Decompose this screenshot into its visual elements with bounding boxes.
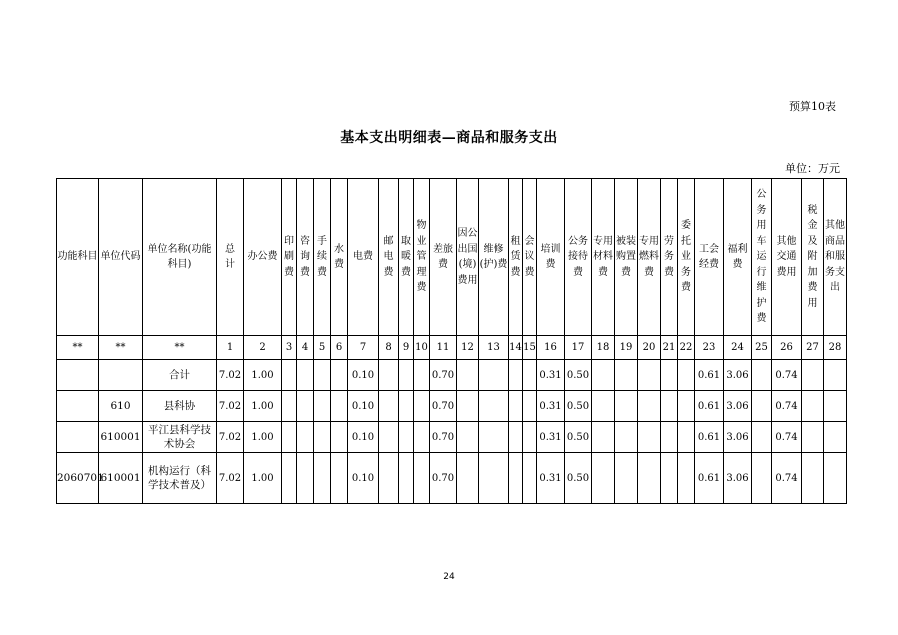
- amount-cell: [661, 391, 678, 422]
- amount-cell: 0.70: [430, 422, 457, 453]
- header-row: [57, 179, 847, 336]
- amount-cell: [752, 422, 772, 453]
- amount-cell: [824, 391, 847, 422]
- column-index-row: [57, 336, 847, 360]
- index-cell: **: [57, 336, 99, 360]
- index-cell: 14: [509, 336, 523, 360]
- header-cell: [802, 179, 824, 336]
- amount-cell: [479, 453, 509, 504]
- amount-cell: [282, 422, 297, 453]
- amount-cell: [399, 453, 414, 504]
- amount-cell: [592, 453, 615, 504]
- table-row: [57, 391, 847, 422]
- header-cell: 福利费: [724, 179, 752, 336]
- amount-cell: 0.61: [695, 391, 724, 422]
- amount-cell: [678, 360, 695, 391]
- amount-cell: [523, 360, 537, 391]
- amount-cell: 0.50: [565, 453, 592, 504]
- amount-cell: [615, 360, 638, 391]
- amount-cell: [282, 360, 297, 391]
- expense-table: [56, 178, 847, 504]
- amount-cell: [331, 391, 348, 422]
- index-cell: 8: [379, 336, 399, 360]
- amount-cell: 7.02: [217, 391, 244, 422]
- amount-cell: 7.02: [217, 422, 244, 453]
- amount-cell: 3.06: [724, 360, 752, 391]
- amount-cell: [678, 391, 695, 422]
- index-cell: 1: [217, 336, 244, 360]
- unit-code-cell: 610: [99, 391, 143, 422]
- amount-cell: 0.31: [537, 422, 565, 453]
- function-code-cell: [57, 391, 99, 422]
- amount-cell: [509, 453, 523, 504]
- index-cell: 7: [348, 336, 379, 360]
- header-cell: 单位代码: [99, 179, 143, 336]
- amount-cell: [661, 422, 678, 453]
- header-cell: 功能科目: [57, 179, 99, 336]
- amount-cell: 0.31: [537, 391, 565, 422]
- table-row: [57, 360, 847, 391]
- amount-cell: [414, 360, 430, 391]
- amount-cell: [297, 422, 314, 453]
- amount-cell: [297, 360, 314, 391]
- header-cell: [661, 179, 678, 336]
- index-cell: 23: [695, 336, 724, 360]
- amount-cell: 0.70: [430, 391, 457, 422]
- amount-cell: [802, 391, 824, 422]
- amount-cell: [282, 391, 297, 422]
- amount-cell: 0.10: [348, 453, 379, 504]
- index-cell: 9: [399, 336, 414, 360]
- function-code-cell: [57, 422, 99, 453]
- header-label: 总计: [225, 243, 235, 270]
- unit-code-cell: 610001: [99, 453, 143, 504]
- index-cell: 16: [537, 336, 565, 360]
- header-label: 取暖费: [401, 235, 411, 278]
- header-cell: 培训费: [537, 179, 565, 336]
- unit-code-cell: [99, 360, 143, 391]
- unit-code-cell: 610001: [99, 422, 143, 453]
- document-title: 基本支出明细表—商品和服务支出: [340, 130, 558, 146]
- amount-cell: [331, 453, 348, 504]
- amount-cell: [509, 360, 523, 391]
- header-label: 公务用车运行维护费: [756, 189, 767, 325]
- header-cell: 其他交通费用: [772, 179, 802, 336]
- header-cell: [523, 179, 537, 336]
- header-cell: [314, 179, 331, 336]
- header-label: 邮电费: [383, 235, 394, 278]
- amount-cell: 3.06: [724, 391, 752, 422]
- header-cell: [282, 179, 297, 336]
- header-cell: 公务接待费: [565, 179, 592, 336]
- amount-cell: [638, 391, 661, 422]
- amount-cell: [331, 360, 348, 391]
- unit-name-cell: 平江县科学技术协会: [143, 422, 217, 453]
- amount-cell: [314, 422, 331, 453]
- index-cell: 18: [592, 336, 615, 360]
- amount-cell: [509, 422, 523, 453]
- amount-cell: [678, 453, 695, 504]
- amount-cell: [592, 422, 615, 453]
- amount-cell: 0.74: [772, 391, 802, 422]
- table-number: 预算10表: [789, 100, 836, 113]
- header-cell: [297, 179, 314, 336]
- index-cell: 6: [331, 336, 348, 360]
- table-row: [57, 453, 847, 504]
- header-cell: 工会经费: [695, 179, 724, 336]
- amount-cell: [479, 391, 509, 422]
- amount-cell: [379, 453, 399, 504]
- header-label: 劳务费: [664, 235, 674, 278]
- amount-cell: 3.06: [724, 453, 752, 504]
- amount-cell: [615, 453, 638, 504]
- header-cell: 单位名称(功能科目): [143, 179, 217, 336]
- amount-cell: [824, 453, 847, 504]
- amount-cell: [314, 360, 331, 391]
- index-cell: 25: [752, 336, 772, 360]
- index-cell: 12: [457, 336, 479, 360]
- header-label: 税金及附加费用: [807, 204, 818, 309]
- amount-cell: [297, 391, 314, 422]
- amount-cell: [824, 422, 847, 453]
- amount-cell: [509, 391, 523, 422]
- amount-cell: 0.10: [348, 360, 379, 391]
- amount-cell: 0.31: [537, 453, 565, 504]
- amount-cell: 0.74: [772, 422, 802, 453]
- amount-cell: [399, 422, 414, 453]
- amount-cell: [523, 453, 537, 504]
- index-cell: 15: [523, 336, 537, 360]
- amount-cell: 0.61: [695, 422, 724, 453]
- amount-cell: [592, 360, 615, 391]
- index-cell: 4: [297, 336, 314, 360]
- header-cell: [217, 179, 244, 336]
- amount-cell: 0.61: [695, 360, 724, 391]
- amount-cell: 0.74: [772, 360, 802, 391]
- amount-cell: [638, 422, 661, 453]
- amount-cell: [331, 422, 348, 453]
- amount-cell: [615, 391, 638, 422]
- amount-cell: 1.00: [244, 422, 282, 453]
- index-cell: **: [99, 336, 143, 360]
- amount-cell: [678, 422, 695, 453]
- header-label: 委托业务费: [681, 220, 691, 294]
- amount-cell: [314, 391, 331, 422]
- amount-cell: [379, 391, 399, 422]
- header-label: 租赁费: [510, 235, 521, 278]
- amount-cell: [638, 360, 661, 391]
- index-cell: **: [143, 336, 217, 360]
- header-cell: 专用燃料费: [638, 179, 661, 336]
- index-cell: 11: [430, 336, 457, 360]
- header-cell: [414, 179, 430, 336]
- header-cell: 专用材料费: [592, 179, 615, 336]
- header-label: 印刷费: [284, 235, 294, 278]
- amount-cell: [399, 391, 414, 422]
- header-cell: [331, 179, 348, 336]
- amount-cell: [615, 422, 638, 453]
- header-cell: 被装购置费: [615, 179, 638, 336]
- page-number: 24: [443, 572, 455, 582]
- index-cell: 13: [479, 336, 509, 360]
- index-cell: 26: [772, 336, 802, 360]
- amount-cell: [297, 453, 314, 504]
- amount-cell: [824, 360, 847, 391]
- header-cell: [509, 179, 523, 336]
- amount-cell: [399, 360, 414, 391]
- header-cell: [678, 179, 695, 336]
- amount-cell: 0.50: [565, 391, 592, 422]
- unit-name-cell: 合计: [143, 360, 217, 391]
- function-code-cell: 2060701: [57, 453, 99, 504]
- index-cell: 24: [724, 336, 752, 360]
- amount-cell: 0.70: [430, 453, 457, 504]
- amount-cell: 0.70: [430, 360, 457, 391]
- header-cell: [752, 179, 772, 336]
- amount-cell: 0.10: [348, 422, 379, 453]
- index-cell: 19: [615, 336, 638, 360]
- amount-cell: 0.50: [565, 360, 592, 391]
- header-label: 会议费: [524, 235, 535, 278]
- amount-cell: 7.02: [217, 360, 244, 391]
- index-cell: 20: [638, 336, 661, 360]
- amount-cell: 1.00: [244, 391, 282, 422]
- header-cell: 电费: [348, 179, 379, 336]
- amount-cell: [314, 453, 331, 504]
- index-cell: 5: [314, 336, 331, 360]
- amount-cell: 0.74: [772, 453, 802, 504]
- index-cell: 10: [414, 336, 430, 360]
- amount-cell: 0.31: [537, 360, 565, 391]
- amount-cell: 0.50: [565, 422, 592, 453]
- amount-cell: [661, 453, 678, 504]
- header-cell: 其他商品和服务支出: [824, 179, 847, 336]
- header-label: 物业管理费: [416, 220, 427, 294]
- amount-cell: [479, 360, 509, 391]
- amount-cell: 0.10: [348, 391, 379, 422]
- amount-cell: [414, 453, 430, 504]
- amount-cell: [414, 422, 430, 453]
- amount-cell: [802, 453, 824, 504]
- table-row: [57, 422, 847, 453]
- index-cell: 27: [802, 336, 824, 360]
- amount-cell: [282, 453, 297, 504]
- amount-cell: [802, 422, 824, 453]
- unit-name-cell: 机构运行（科学技术普及）: [143, 453, 217, 504]
- amount-cell: [752, 453, 772, 504]
- amount-cell: 3.06: [724, 422, 752, 453]
- header-cell: 维修(护)费: [479, 179, 509, 336]
- header-label: 手续费: [317, 235, 327, 278]
- amount-cell: [457, 391, 479, 422]
- unit-name-cell: 县科协: [143, 391, 217, 422]
- header-cell: [399, 179, 414, 336]
- index-cell: 2: [244, 336, 282, 360]
- amount-cell: [457, 360, 479, 391]
- amount-cell: 1.00: [244, 360, 282, 391]
- header-label: 咨询费: [300, 235, 310, 278]
- header-cell: [379, 179, 399, 336]
- amount-cell: [592, 391, 615, 422]
- index-cell: 21: [661, 336, 678, 360]
- amount-cell: [523, 391, 537, 422]
- amount-cell: [523, 422, 537, 453]
- amount-cell: 1.00: [244, 453, 282, 504]
- amount-cell: [479, 422, 509, 453]
- amount-cell: 7.02: [217, 453, 244, 504]
- amount-cell: [752, 360, 772, 391]
- header-label: 水费: [334, 243, 344, 270]
- amount-cell: [802, 360, 824, 391]
- header-cell: 差旅费: [430, 179, 457, 336]
- function-code-cell: [57, 360, 99, 391]
- index-cell: 17: [565, 336, 592, 360]
- amount-cell: 0.61: [695, 453, 724, 504]
- amount-cell: [414, 391, 430, 422]
- header-cell: 因公出国(境)费用: [457, 179, 479, 336]
- amount-cell: [752, 391, 772, 422]
- amount-cell: [638, 453, 661, 504]
- unit-label: 单位：万元: [785, 162, 840, 175]
- index-cell: 22: [678, 336, 695, 360]
- amount-cell: [457, 453, 479, 504]
- index-cell: 28: [824, 336, 847, 360]
- header-cell: 办公费: [244, 179, 282, 336]
- index-cell: 3: [282, 336, 297, 360]
- amount-cell: [661, 360, 678, 391]
- amount-cell: [379, 360, 399, 391]
- amount-cell: [379, 422, 399, 453]
- amount-cell: [457, 422, 479, 453]
